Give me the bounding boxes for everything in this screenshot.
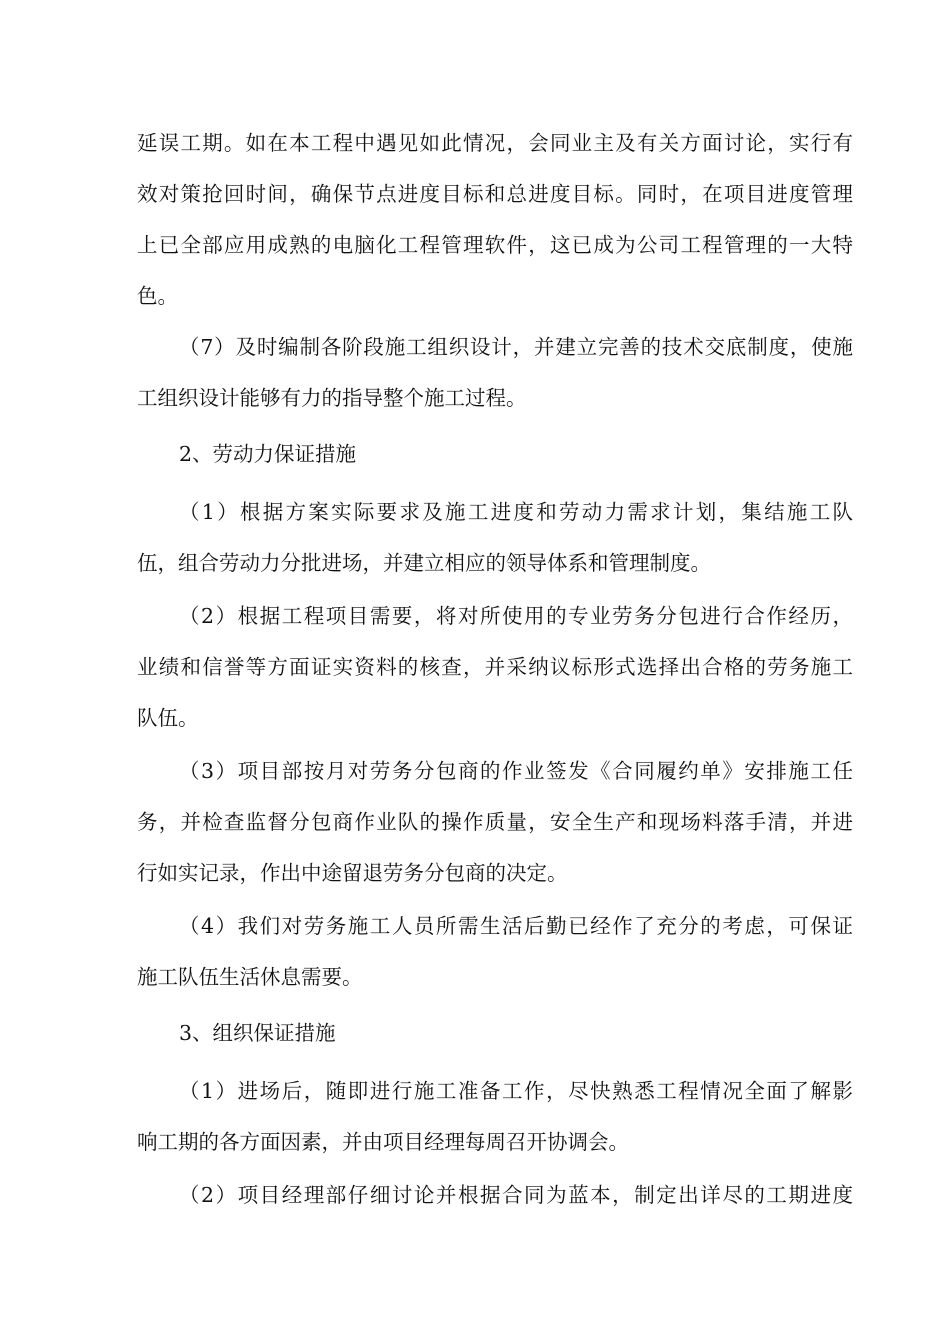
text-line: 响工期的各方面因素，并由项目经理每周召开协调会。 bbox=[137, 1130, 629, 1154]
text-line: 施工队伍生活休息需要。 bbox=[137, 965, 363, 989]
section-heading: 3、组织保证措施 bbox=[179, 1021, 336, 1045]
text-line: 色。 bbox=[137, 284, 178, 308]
text-line: （4）我们对劳务施工人员所需生活后勤已经作了充分的考虑，可保证 bbox=[179, 914, 853, 938]
text-line: 务，并检查监督分包商作业队的操作质量，安全生产和现场料落手清，并进 bbox=[137, 810, 853, 834]
text-line: 上已全部应用成熟的电脑化工程管理软件，这已成为公司工程管理的一大特 bbox=[137, 233, 853, 257]
text-line: 业绩和信誉等方面证实资料的核查，并采纳议标形式选择出合格的劳务施工 bbox=[137, 655, 853, 679]
text-line: （1）进场后，随即进行施工准备工作，尽快熟悉工程情况全面了解影 bbox=[179, 1079, 853, 1103]
text-line: 队伍。 bbox=[137, 706, 199, 730]
text-line: （1）根据方案实际要求及施工进度和劳动力需求计划，集结施工队 bbox=[179, 500, 853, 524]
text-line: 工组织设计能够有力的指导整个施工过程。 bbox=[137, 386, 527, 410]
text-line: （2）根据工程项目需要，将对所使用的专业劳务分包进行合作经历， bbox=[179, 604, 853, 628]
text-line: 伍，组合劳动力分批进场，并建立相应的领导体系和管理制度。 bbox=[137, 551, 711, 575]
text-line: （3）项目部按月对劳务分包商的作业签发《合同履约单》安排施工任 bbox=[179, 759, 853, 783]
text-line: （7）及时编制各阶段施工组织设计，并建立完善的技术交底制度，使施 bbox=[179, 335, 853, 359]
text-line: （2）项目经理部仔细讨论并根据合同为蓝本，制定出详尽的工期进度 bbox=[179, 1183, 853, 1207]
text-line: 延误工期。如在本工程中遇见如此情况，会同业主及有关方面讨论，实行有 bbox=[137, 131, 853, 155]
document-body bbox=[137, 118, 853, 1221]
text-line: 效对策抢回时间，确保节点进度目标和总进度目标。同时，在项目进度管理 bbox=[137, 182, 853, 206]
text-line: 行如实记录，作出中途留退劳务分包商的决定。 bbox=[137, 861, 568, 885]
section-heading: 2、劳动力保证措施 bbox=[179, 442, 357, 466]
